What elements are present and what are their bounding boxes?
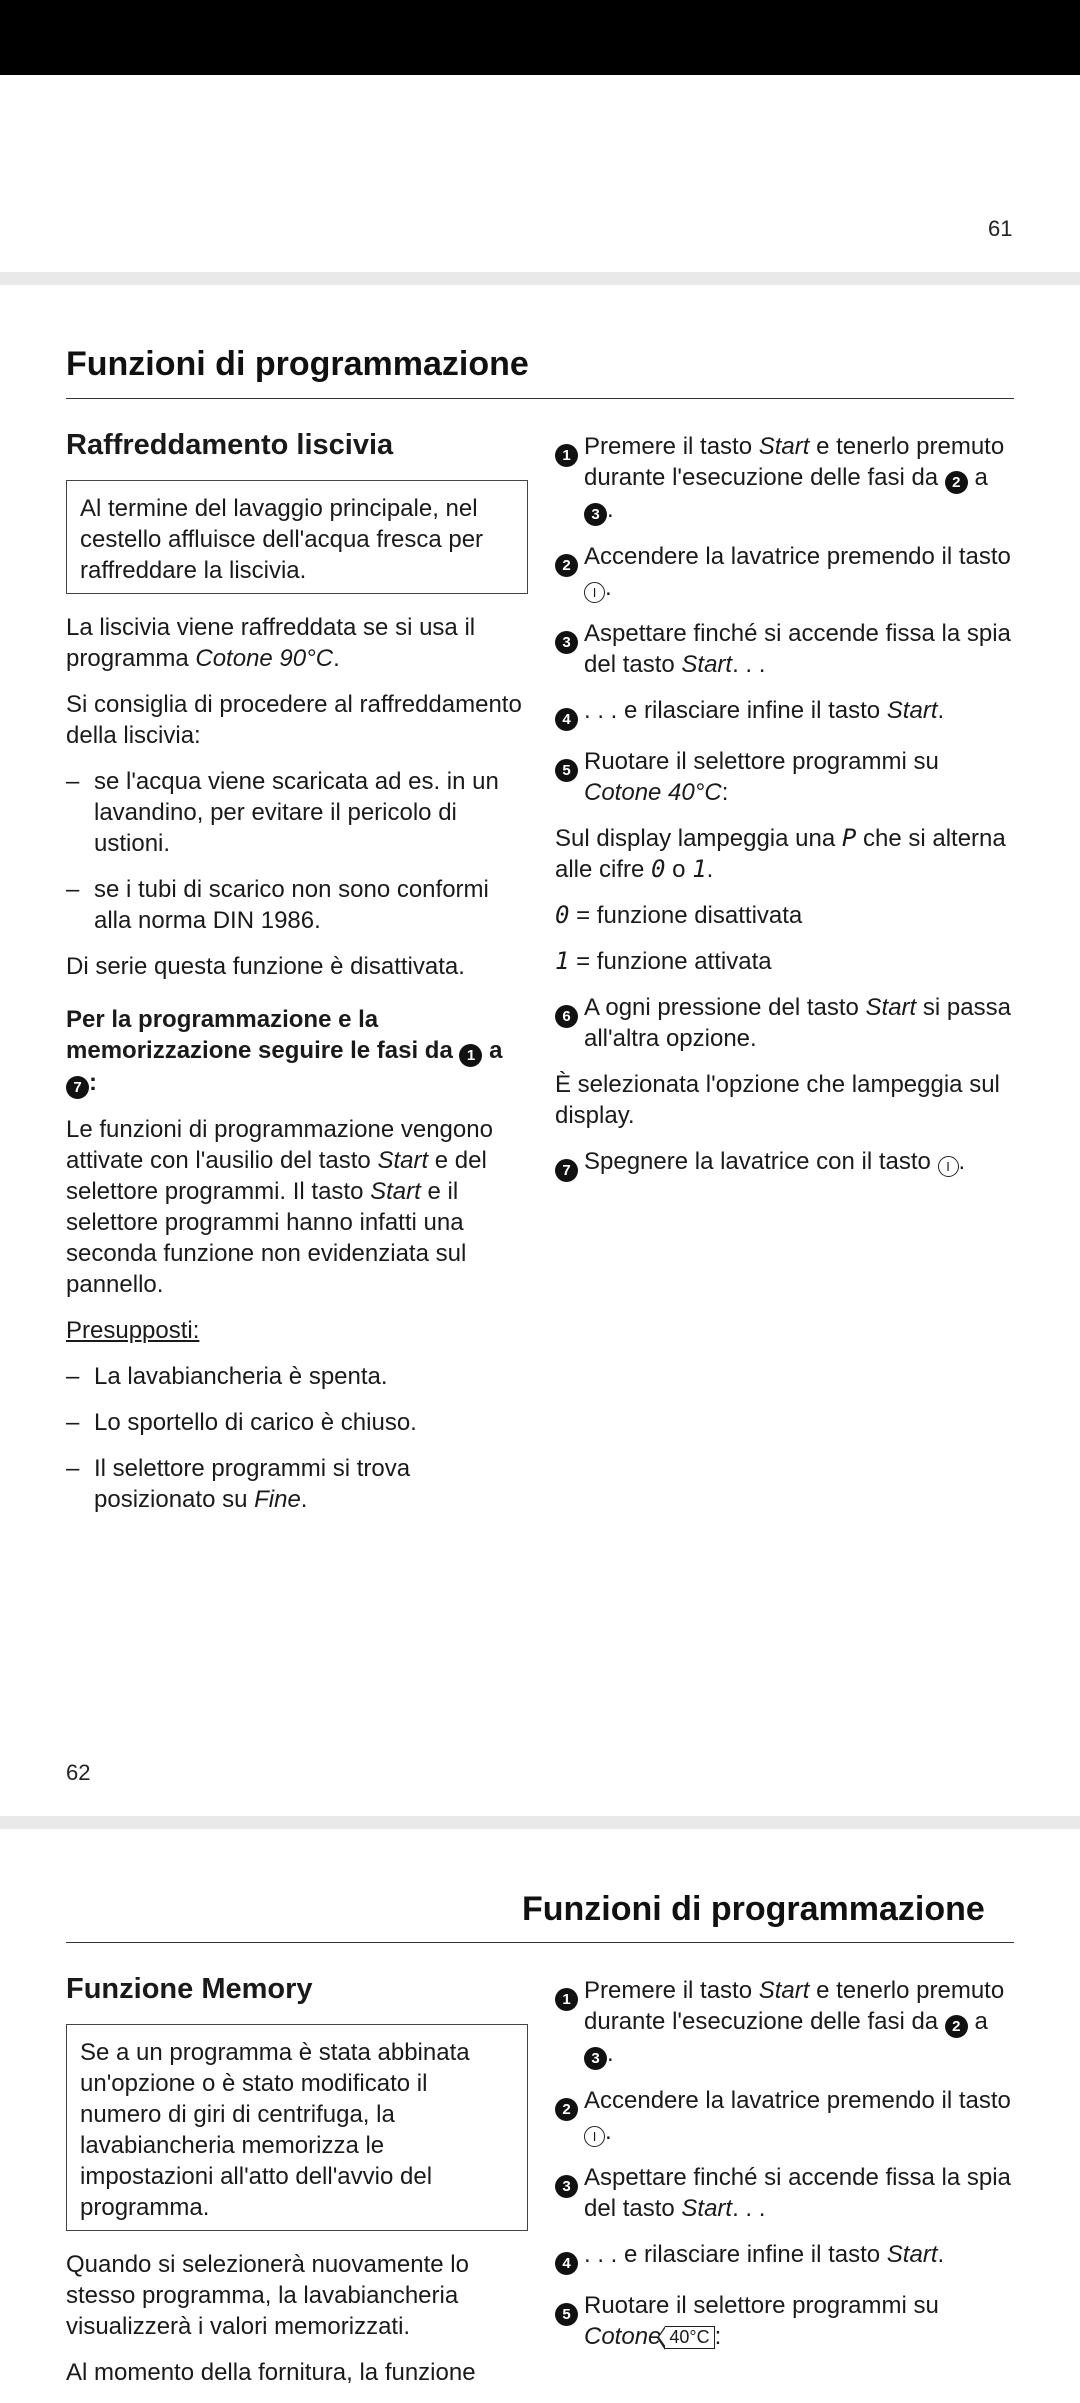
list-item-text: Lo sportello di carico è chiuso. xyxy=(94,1409,417,1436)
text: La liscivia viene raffreddata se si usa il programma xyxy=(66,614,476,672)
step-number-icon: 1 xyxy=(459,1044,482,1067)
step-text xyxy=(584,2290,1016,2352)
dash-mark: – xyxy=(66,768,80,795)
step-text xyxy=(584,992,1016,1054)
info-box xyxy=(66,2024,528,2231)
page-divider xyxy=(0,1816,1080,1829)
dash-mark: – xyxy=(66,876,80,903)
section-title: Funzioni di programmazione xyxy=(66,345,529,383)
key-name: Start xyxy=(681,651,733,678)
text: . xyxy=(605,574,612,601)
step-1 xyxy=(555,1975,1016,2070)
left-column xyxy=(66,1972,528,2403)
step-number-icon: 5 xyxy=(555,759,578,782)
key-name: Start xyxy=(377,1147,429,1174)
text: . xyxy=(937,2241,945,2268)
step-text xyxy=(584,2239,1016,2275)
key-name: Start xyxy=(886,697,938,724)
paragraph: Quando si selezionerà nuovamente lo stesso programma, la lavabiancheria visualizzerà i valori memorizzati. xyxy=(66,2251,469,2340)
text: . xyxy=(300,1486,308,1513)
text: Accendere la lavatrice premendo il tasto xyxy=(584,543,1011,570)
step-3 xyxy=(555,2162,1016,2224)
step-6 xyxy=(555,992,1016,1054)
dash-mark: – xyxy=(66,1455,80,1482)
list-item-text: se i tubi di scarico non sono conformi alla norma DIN 1986. xyxy=(94,876,489,934)
step-number-icon: 5 xyxy=(555,2303,578,2326)
text: . xyxy=(607,496,614,523)
key-name: Start xyxy=(758,433,810,460)
step-text xyxy=(584,2162,1016,2224)
display-glyph: 0 xyxy=(555,901,570,929)
text: Per la programmazione e la memorizzazione seguire le fasi da xyxy=(66,1006,453,1064)
text: o xyxy=(665,856,693,883)
text: . xyxy=(605,2118,612,2145)
list-item-text: La lavabiancheria è spenta. xyxy=(94,1363,388,1390)
text: . . . e rilasciare infine il tasto xyxy=(584,2241,887,2268)
option-line xyxy=(555,900,1016,931)
page-divider xyxy=(0,272,1080,285)
key-name: Start xyxy=(886,2241,938,2268)
step-number-icon: 7 xyxy=(555,1159,578,1182)
list-item xyxy=(66,874,528,936)
step-1 xyxy=(555,431,1016,526)
text: Ruotare il selettore programmi su xyxy=(584,2292,939,2319)
left-column xyxy=(66,428,528,1530)
step-number-icon: 3 xyxy=(555,2175,578,2198)
step-number-icon: 3 xyxy=(555,631,578,654)
option-line xyxy=(555,946,1016,977)
temperature-key-icon: 40°C xyxy=(665,2326,714,2349)
text: A ogni pressione del tasto xyxy=(584,994,866,1021)
step-text xyxy=(584,2085,1016,2147)
text: che si alterna alle cifre xyxy=(555,825,1006,883)
paragraph xyxy=(66,1114,528,1300)
step-number-icon: 2 xyxy=(555,554,578,577)
title-rule xyxy=(66,398,1014,399)
text: a xyxy=(489,1037,503,1064)
section-title: Funzioni di programmazione xyxy=(522,1890,985,1928)
step-number-icon: 7 xyxy=(66,1076,89,1099)
text: Spegnere la lavatrice con il tasto xyxy=(584,1148,938,1175)
step-3 xyxy=(555,618,1016,680)
text: . . . e rilasciare infine il tasto xyxy=(584,697,887,724)
step-number-icon: 2 xyxy=(945,2015,968,2038)
step-number-icon: 3 xyxy=(584,2047,607,2070)
key-name: Start xyxy=(681,2195,733,2222)
list-item-text xyxy=(94,1453,528,1515)
paragraph: Si consiglia di procedere al raffreddamento della liscivia: xyxy=(66,691,522,749)
key-name: Start xyxy=(758,1977,810,2004)
power-icon: I xyxy=(938,1156,959,1177)
text: Sul display lampeggia una xyxy=(555,825,842,852)
step-text xyxy=(584,541,1016,603)
text: . . . xyxy=(732,2195,766,2222)
step-text xyxy=(584,1975,1016,2070)
info-box-text: Al termine del lavaggio principale, nel cestello affluisce dell'acqua fresca per raffreddare la liscivia. xyxy=(80,495,484,584)
text: Aspettare finché si accende fissa la spia del tasto xyxy=(584,2164,1011,2222)
text: = funzione disattivata xyxy=(569,902,803,929)
text: Premere il tasto xyxy=(584,433,759,460)
display-glyph: 1 xyxy=(692,855,707,883)
step-4 xyxy=(555,695,1016,731)
text: Le funzioni di programmazione vengono attivate con l'ausilio del tasto xyxy=(66,1116,493,1174)
page-number: 61 xyxy=(988,216,1013,241)
subsection-heading: Raffreddamento liscivia xyxy=(66,429,394,461)
dash-mark: – xyxy=(66,1409,80,1436)
key-name: Start xyxy=(865,994,917,1021)
text: Ruotare il selettore programmi su xyxy=(584,748,939,775)
text: si passa all'altra opzione. xyxy=(584,994,1011,1052)
paragraph: Al momento della fornitura, la funzione xyxy=(66,2359,476,2386)
info-box-text: Se a un programma è stata abbinata un'opzione o è stato modificato il numero di giri di centrifuga, la lavabiancheria memorizza le impostazioni all'atto dell'avvio del programma. xyxy=(80,2039,470,2221)
step-text xyxy=(584,695,1016,731)
step-number-icon: 2 xyxy=(555,2098,578,2121)
list-item-text: se l'acqua viene scaricata ad es. in un lavandino, per evitare il pericolo di ustioni. xyxy=(94,768,499,857)
text: . xyxy=(937,697,945,724)
paragraph: È selezionata l'opzione che lampeggia sul display. xyxy=(555,1071,1000,1129)
step-text xyxy=(584,431,1016,526)
step-number-icon: 1 xyxy=(555,1988,578,2011)
step-number-icon: 3 xyxy=(584,503,607,526)
program-name: Cotone 40°C xyxy=(584,779,722,806)
step-number-icon: 4 xyxy=(555,2252,578,2275)
step-2 xyxy=(555,541,1016,603)
program-name: Cotone 90°C xyxy=(195,645,334,672)
text: Premere il tasto xyxy=(584,1977,759,2004)
step-text xyxy=(584,618,1016,680)
title-rule xyxy=(66,1942,1014,1943)
step-text xyxy=(584,746,1016,808)
bold-instruction xyxy=(66,1004,528,1099)
step-number-icon: 6 xyxy=(555,1005,578,1028)
text: Aspettare finché si accende fissa la spia del tasto xyxy=(584,620,1011,678)
display-glyph: 1 xyxy=(555,947,570,975)
list-item xyxy=(66,1361,528,1392)
display-glyph: 0 xyxy=(651,855,666,883)
step-5 xyxy=(555,2290,1016,2352)
text: . xyxy=(333,645,340,672)
right-column xyxy=(555,431,1016,1197)
text: . xyxy=(958,1148,966,1175)
step-7 xyxy=(555,1146,1016,1182)
text: : xyxy=(89,1069,97,1096)
text: a xyxy=(967,464,988,491)
step-number-icon: 1 xyxy=(555,444,578,467)
list-item xyxy=(66,1407,528,1438)
right-column xyxy=(555,1975,1016,2367)
text: e del selettore programmi. Il tasto xyxy=(66,1147,487,1205)
subsection-heading: Funzione Memory xyxy=(66,1973,313,2005)
paragraph xyxy=(555,823,1016,885)
page-number: 62 xyxy=(66,1760,91,1785)
display-glyph: P xyxy=(841,824,857,852)
text: . xyxy=(706,856,714,883)
text: : xyxy=(714,2323,722,2350)
text: . xyxy=(607,2040,614,2067)
paragraph xyxy=(66,612,528,674)
status-bar xyxy=(0,0,1080,75)
step-number-icon: 2 xyxy=(945,471,968,494)
power-icon: I xyxy=(584,2126,605,2147)
step-5 xyxy=(555,746,1016,808)
text: e il selettore programmi hanno infatti una seconda funzione non evidenziata sul pannello. xyxy=(66,1178,467,1298)
power-icon: I xyxy=(584,582,605,603)
step-4 xyxy=(555,2239,1016,2275)
text: = funzione attivata xyxy=(569,948,772,975)
text: . . . xyxy=(732,651,766,678)
step-2 xyxy=(555,2085,1016,2147)
text: e tenerlo premuto durante l'esecuzione delle fasi da xyxy=(584,433,1005,491)
text: Accendere la lavatrice premendo il tasto xyxy=(584,2087,1011,2114)
paragraph: Di serie questa funzione è disattivata. xyxy=(66,953,465,980)
list-item xyxy=(66,1453,528,1515)
step-text xyxy=(584,1146,1016,1182)
list-item xyxy=(66,766,528,859)
prerequisites-label: Presupposti: xyxy=(66,1317,200,1344)
key-name: Start xyxy=(370,1178,421,1205)
info-box xyxy=(66,480,528,594)
text: Il selettore programmi si trova posizionato su xyxy=(94,1455,411,1513)
step-number-icon: 4 xyxy=(555,708,578,731)
program-name: Fine xyxy=(254,1486,301,1513)
text: e tenerlo premuto durante l'esecuzione delle fasi da xyxy=(584,1977,1005,2035)
program-name: Cotone xyxy=(584,2323,662,2350)
text: a xyxy=(967,2008,988,2035)
text: : xyxy=(721,779,729,806)
dash-mark: – xyxy=(66,1363,80,1390)
